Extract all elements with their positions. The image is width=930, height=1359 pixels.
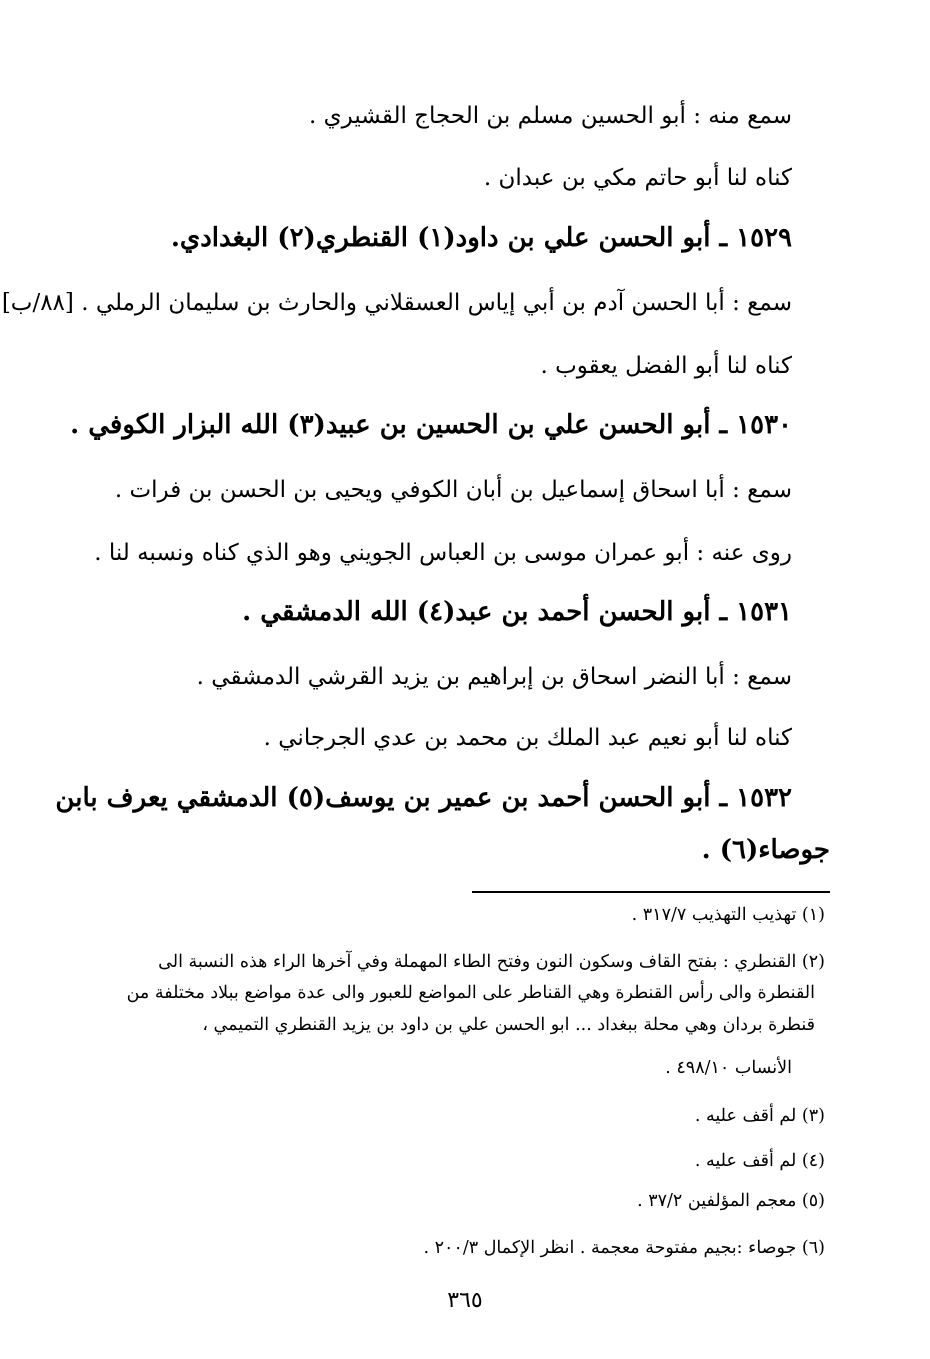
footnote: (٢) القنطري : بفتح القاف وسكون النون وفتح الطاء المهملة وفي آخرها الراء هذه النسبة الى [158, 952, 825, 972]
text-line: كناه لنا أبو نعيم عبد الملك بن محمد بن عدي الجرجاني . [263, 725, 792, 751]
footnote: (٥) معجم المؤلفين ٣٧/٢ . [637, 1191, 825, 1211]
footnote: (٣) لم أقف عليه . [694, 1106, 825, 1126]
entry-heading: ١٥٣١ ـ أبو الحسن أحمد بن عبد(٤) الله الدمشقي . [242, 597, 792, 627]
text-line: روى عنه : أبو عمران موسى بن العباس الجويني وهو الذي كناه ونسبه لنا . [94, 540, 792, 566]
text-line: سمع : أبا اسحاق إسماعيل بن أبان الكوفي ويحيى بن الحسن بن فرات . [114, 477, 792, 503]
page-number: ٣٦٥ [447, 1288, 483, 1313]
text-line: سمع : أبا الحسن آدم بن أبي إياس العسقلاني والحارث بن سليمان الرملي . [٨٨/ب] [1, 290, 792, 316]
text-line: سمع : أبا النضر اسحاق بن إبراهيم بن يزيد القرشي الدمشقي . [196, 664, 792, 690]
entry-heading: ١٥٢٩ ـ أبو الحسن علي بن داود(١) القنطري(٢) البغدادي. [170, 223, 792, 253]
footnote: (٤) لم أقف عليه . [694, 1151, 825, 1171]
footnote: (٦) جوصاء :بجيم مفتوحة معجمة . انظر الإكمال ٢٠٠/٣ . [423, 1238, 825, 1258]
footnote: (١) تهذيب التهذيب ٣١٧/٧ . [631, 905, 825, 925]
entry-heading: ١٥٣٠ ـ أبو الحسن علي بن الحسين بن عبيد(٣) الله البزار الكوفي . [70, 410, 792, 440]
footnote-divider [472, 891, 830, 893]
footnote-continuation: الأنساب ٤٩٨/١٠ . [665, 1058, 792, 1078]
text-line: كناه لنا أبو الفضل يعقوب . [540, 353, 792, 379]
text-line: كناه لنا أبو حاتم مكي بن عبدان . [483, 165, 792, 191]
text-line: سمع منه : أبو الحسين مسلم بن الحجاج القشيري . [309, 103, 792, 129]
entry-heading-continuation: جوصاء(٦) . [701, 835, 830, 865]
footnote-continuation: القنطرة والى رأس القنطرة وهي القناطر على المواضع للعبور والى عدة مواضع ببلاد مختلفة من [126, 983, 815, 1003]
entry-heading: ١٥٣٢ ـ أبو الحسن أحمد بن عمير بن يوسف(٥) الدمشقي يعرف بابن [55, 783, 792, 813]
footnote-continuation: قنطرة بردان وهي محلة ببغداد ... ابو الحسن علي بن داود بن يزيد القنطري التميمي ، [202, 1015, 815, 1035]
